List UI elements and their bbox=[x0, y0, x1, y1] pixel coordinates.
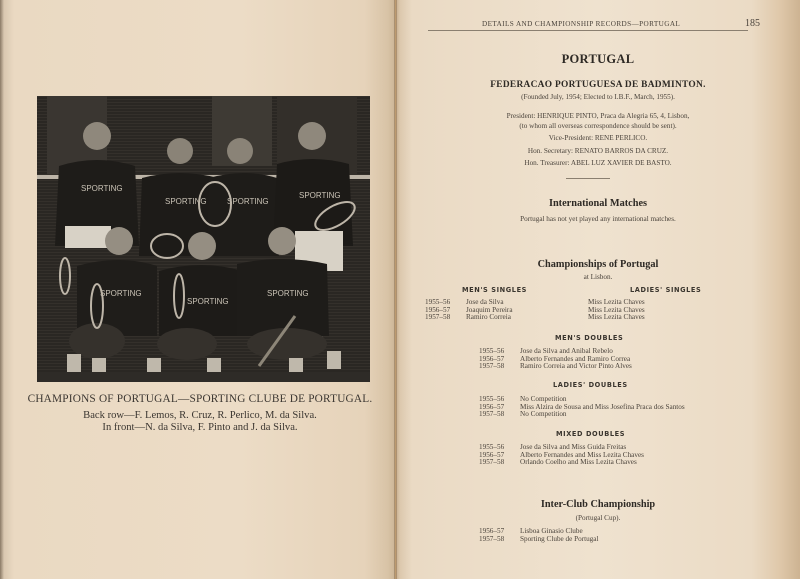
ladies-doubles-heading: LADIES' DOUBLES bbox=[553, 381, 628, 389]
running-head-title: DETAILS AND CHAMPIONSHIP RECORDS—PORTUGAL bbox=[482, 20, 681, 28]
result-year: 1957–58 bbox=[479, 410, 505, 419]
mens-doubles-list bbox=[479, 348, 632, 371]
svg-text:SPORTING: SPORTING bbox=[187, 297, 229, 306]
result-row bbox=[479, 459, 644, 467]
caption-title: CHAMPIONS OF PORTUGAL—SPORTING CLUBE DE PORTUGAL. bbox=[27, 393, 373, 405]
svg-text:SPORTING: SPORTING bbox=[81, 184, 123, 193]
result-winner: No Competition bbox=[520, 395, 567, 403]
result-row bbox=[479, 404, 685, 412]
international-matches-title: International Matches bbox=[548, 198, 648, 209]
country-title: PORTUGAL bbox=[561, 52, 635, 66]
ladies-doubles-list bbox=[479, 396, 685, 419]
mens-singles-heading: MEN'S SINGLES bbox=[462, 286, 528, 294]
section-divider bbox=[566, 178, 610, 179]
svg-text:SPORTING: SPORTING bbox=[227, 197, 269, 206]
international-matches-text: Portugal has not yet played any international matches. bbox=[520, 215, 676, 223]
official-vice-president: Vice-President: RENE PERLICO. bbox=[548, 134, 648, 143]
mixed-doubles-heading: MIXED DOUBLES bbox=[556, 430, 626, 438]
result-winner: Ramiro Correia bbox=[466, 313, 511, 322]
caption-front-row: In front—N. da Silva, F. Pinto and J. da Silva. bbox=[102, 422, 298, 433]
result-winner: Miss Lezita Chaves bbox=[588, 298, 645, 306]
svg-text:SPORTING: SPORTING bbox=[299, 191, 341, 200]
result-year: 1955–56 bbox=[479, 443, 505, 451]
result-winner: No Competition bbox=[520, 410, 567, 419]
result-year: 1957–58 bbox=[479, 534, 505, 543]
result-row bbox=[588, 314, 645, 322]
svg-text:SPORTING: SPORTING bbox=[165, 197, 207, 206]
official-president-note: (to whom all overseas correspondence should be sent). bbox=[519, 121, 677, 130]
result-year: 1956–57 bbox=[479, 450, 505, 459]
result-winner: Jose da Silva and Miss Guida Freitas bbox=[520, 443, 627, 451]
result-winner: Ramiro Correia and Victor Pinto Alves bbox=[520, 362, 632, 371]
mixed-doubles-list bbox=[479, 444, 644, 467]
federation-founded: (Founded July, 1954; Elected to I.B.F., March, 1955). bbox=[521, 93, 675, 101]
svg-text:SPORTING: SPORTING bbox=[267, 289, 309, 298]
result-row bbox=[425, 314, 513, 322]
inter-club-list bbox=[479, 528, 598, 543]
result-year: 1956–57 bbox=[479, 402, 505, 411]
result-winner: Sporting Clube de Portugal bbox=[520, 534, 599, 543]
result-row bbox=[479, 363, 632, 371]
result-year: 1955–56 bbox=[479, 347, 505, 355]
page-number: 185 bbox=[745, 18, 760, 29]
official-secretary: Hon. Secretary: RENATO BARROS DA CRUZ. bbox=[527, 146, 669, 155]
federation-name: FEDERACAO PORTUGUESA DE BADMINTON. bbox=[490, 80, 706, 90]
result-winner: Jose da Silva bbox=[466, 298, 504, 306]
ladies-singles-heading: LADIES' SINGLES bbox=[630, 286, 702, 294]
inter-club-title: Inter-Club Championship bbox=[540, 499, 656, 510]
result-winner: Miss Lezita Chaves bbox=[588, 313, 645, 322]
svg-text:SPORTING: SPORTING bbox=[100, 289, 142, 298]
inter-club-subtitle: (Portugal Cup). bbox=[575, 514, 621, 522]
result-year: 1956–57 bbox=[479, 527, 505, 535]
official-president: President: HENRIQUE PINTO, Praca da Alegria 65, 4, Lisbon, bbox=[506, 112, 690, 120]
result-winner: Miss Alzira de Sousa and Miss Josefina Praca dos Santos bbox=[520, 402, 685, 411]
caption-back-row: Back row—F. Lemos, R. Cruz, R. Perlico, M. da Silva. bbox=[83, 410, 317, 421]
ladies-singles-list bbox=[588, 299, 645, 322]
result-year: 1957–58 bbox=[425, 313, 451, 322]
result-row bbox=[479, 411, 685, 419]
result-winner: Lisboa Ginasio Clube bbox=[520, 527, 583, 535]
photo-caption bbox=[20, 393, 380, 434]
result-row bbox=[479, 536, 598, 544]
mens-doubles-heading: MEN'S DOUBLES bbox=[555, 334, 624, 342]
book-spine bbox=[394, 0, 397, 579]
running-head bbox=[440, 18, 760, 29]
header-rule bbox=[428, 30, 748, 31]
result-winner: Joaquim Pereira bbox=[466, 305, 513, 314]
team-photo-illustration bbox=[37, 96, 370, 382]
federation-officials bbox=[420, 112, 776, 169]
result-year: 1957–58 bbox=[479, 362, 505, 371]
team-photograph bbox=[37, 96, 370, 382]
mens-singles-list bbox=[425, 299, 513, 322]
championships-subtitle: at Lisbon. bbox=[583, 273, 613, 281]
result-winner: Orlando Coelho and Miss Lezita Chaves bbox=[520, 458, 637, 467]
official-treasurer: Hon. Treasurer: ABEL LUZ XAVIER DE BASTO. bbox=[524, 159, 672, 168]
result-year: 1956–57 bbox=[425, 305, 451, 314]
result-year: 1956–57 bbox=[479, 354, 505, 363]
result-year: 1957–58 bbox=[479, 458, 505, 467]
championships-title: Championships of Portugal bbox=[537, 259, 659, 270]
result-winner: Miss Lezita Chaves bbox=[588, 305, 645, 314]
result-year: 1955–56 bbox=[425, 298, 451, 306]
result-winner: Jose da Silva and Anibal Rebelo bbox=[520, 347, 613, 355]
result-winner: Alberto Fernandes and Miss Lezita Chaves bbox=[520, 450, 644, 459]
result-winner: Alberto Fernandes and Ramiro Correa bbox=[520, 354, 631, 363]
result-year: 1955–56 bbox=[479, 395, 505, 403]
